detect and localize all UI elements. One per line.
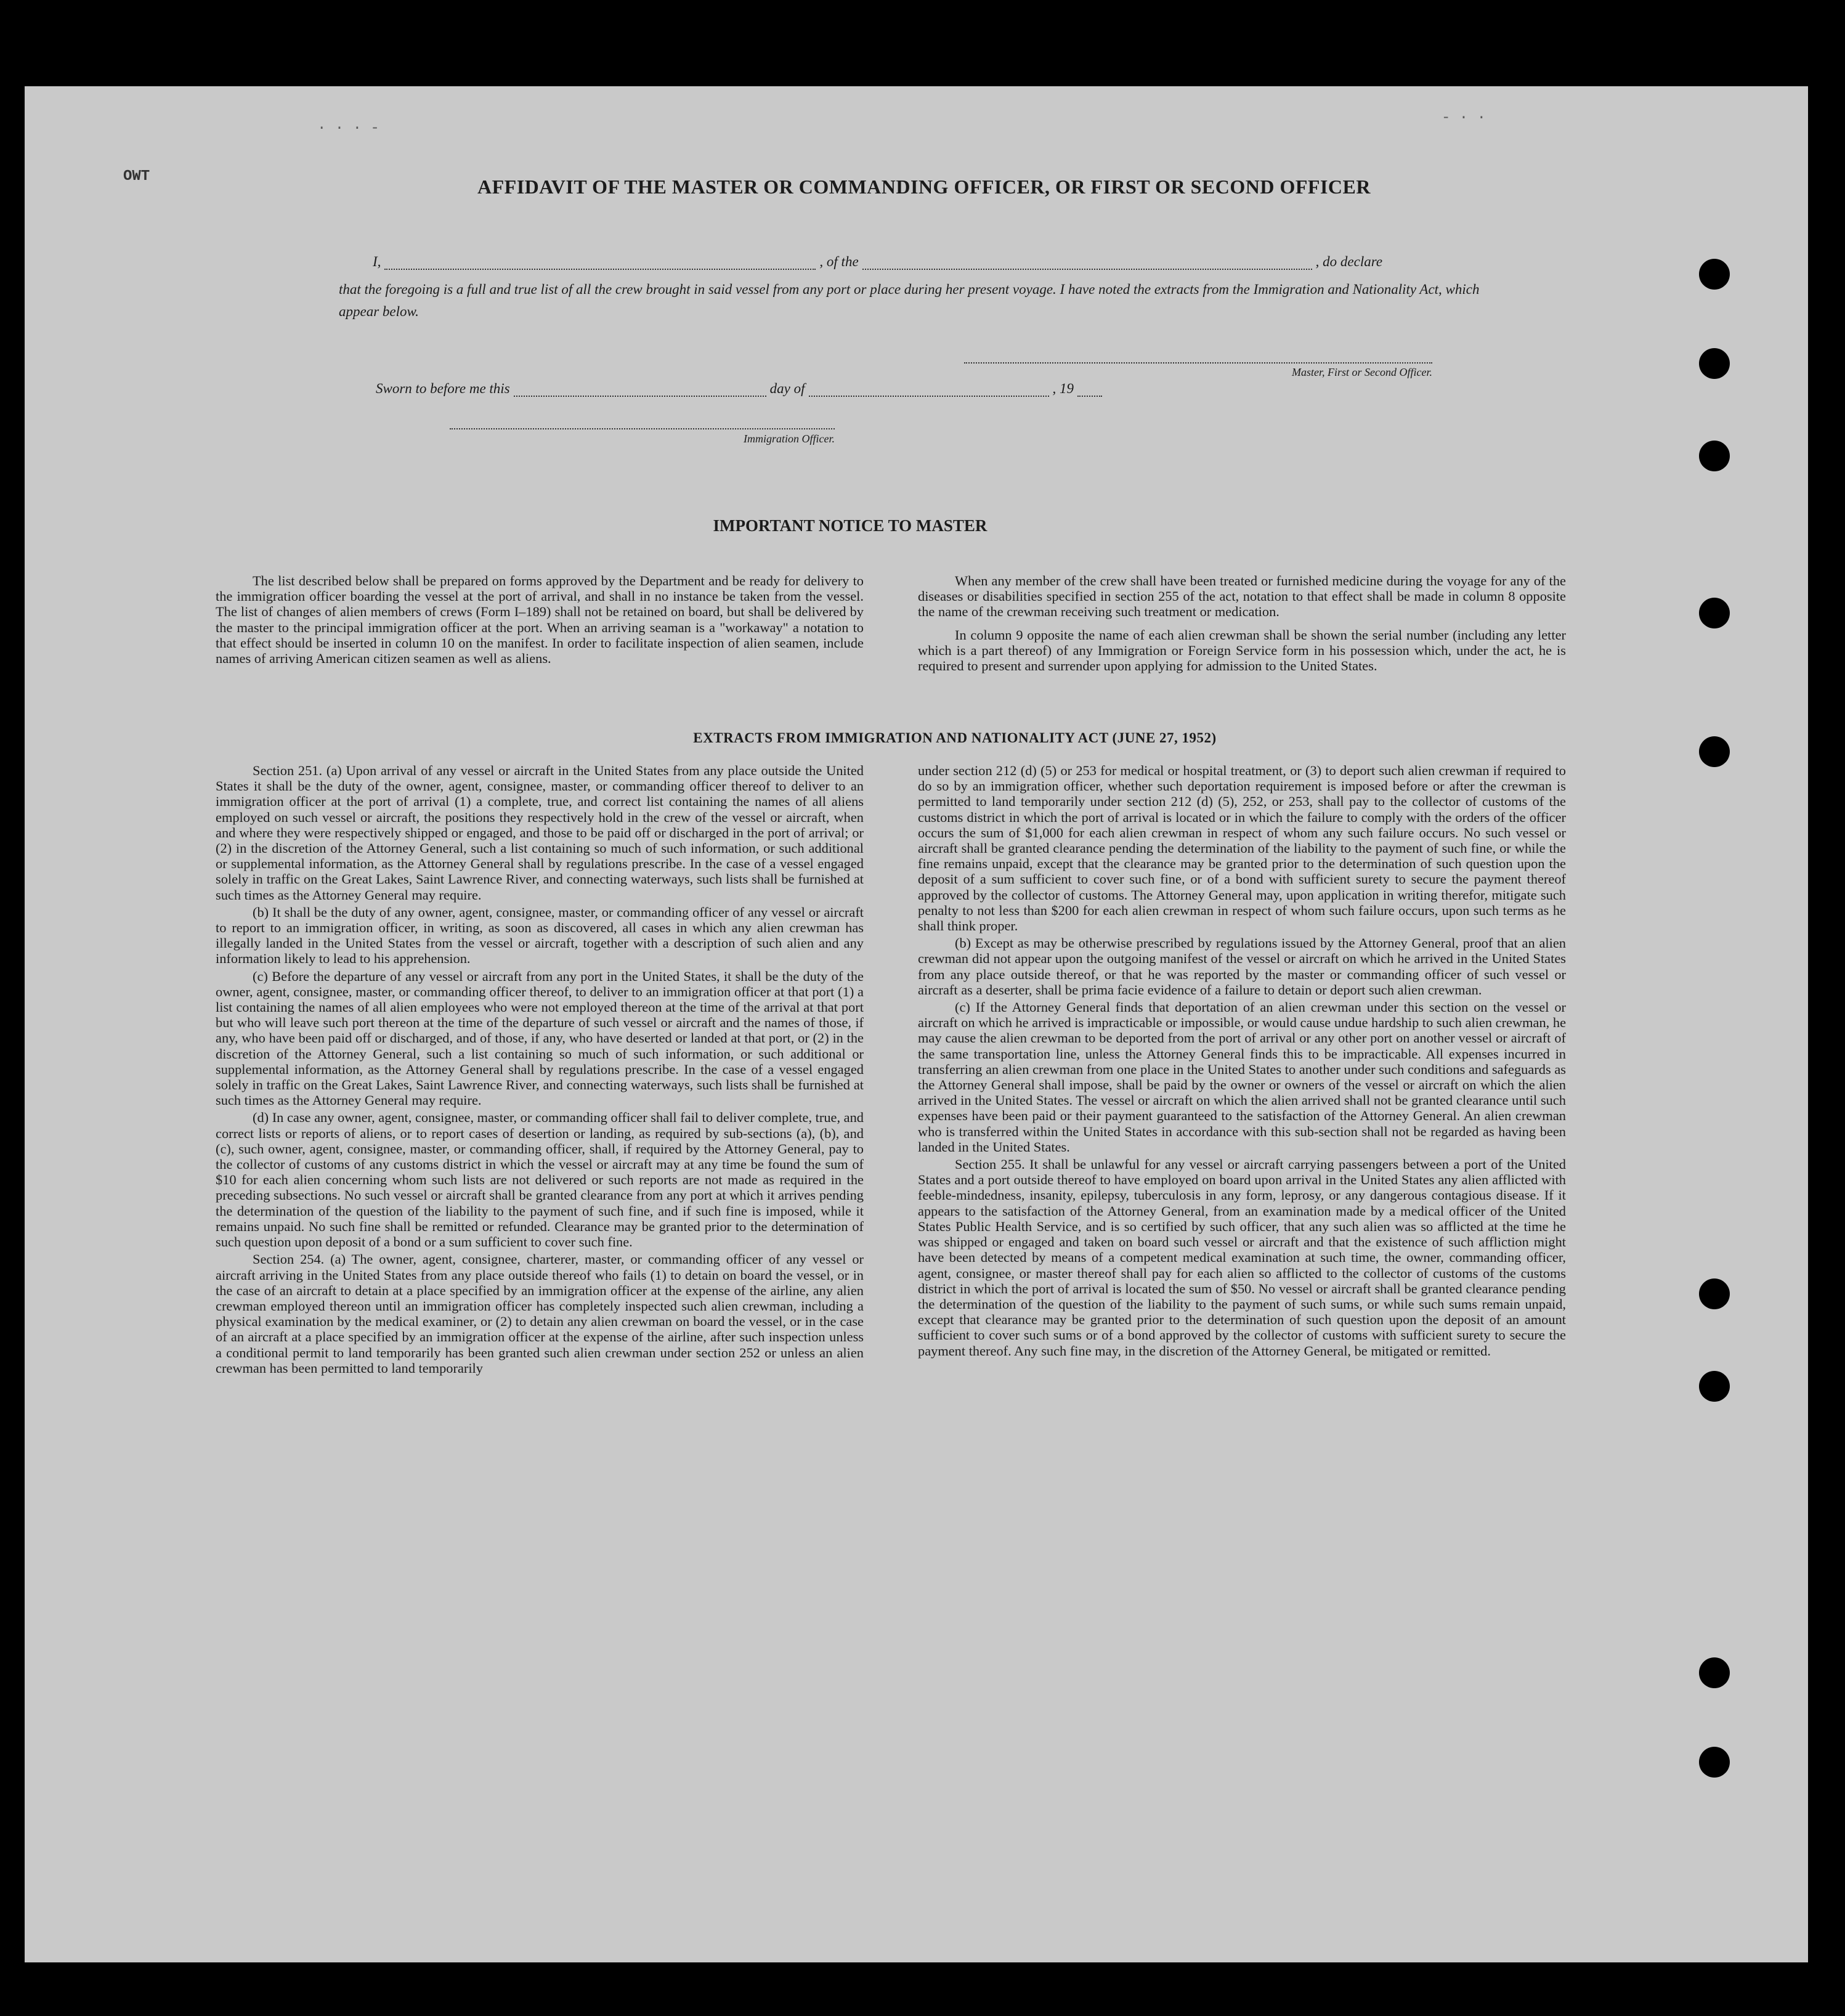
extracts-right-column <box>918 763 1566 1360</box>
master-label: Master, First or Second Officer. <box>1292 366 1432 378</box>
affidavit-page <box>25 86 1808 1962</box>
decl-do-declare: , do declare <box>1315 254 1383 269</box>
sworn-line <box>376 381 1546 397</box>
extract-paragraph: (b) Except as may be otherwise prescribed by regulations issued by the Attorney General, proof that an alien crewman did not appear upon the outgoing manifest of the vessel or aircraft on which he arrived in the United States from any place outside thereof, or that he was reported by the master or commanding officer of such vessel or aircraft as a deserter, shall be prima facie evidence of a failure to detain or deport such alien crewman. <box>918 935 1566 998</box>
binder-hole <box>1699 1371 1730 1402</box>
binder-hole <box>1699 598 1730 628</box>
notice-paragraph: The list described below shall be prepared on forms approved by the Department and be ready for delivery to the immigration officer boarding the vessel at the port of arrival, and shall in no instance be taken from the vessel. The list of changes of alien members of crews (Form I–189) shall not be retained on board, but shall be delivered by the master to the principal immigration officer at the port. When an arriving seaman is a "workaway" a notation to that effect should be inserted in column 10 on the manifest. In order to facilitate inspection of alien seamen, include names of arriving American citizen seamen as well as aliens. <box>216 573 864 667</box>
notice-paragraph: In column 9 opposite the name of each alien crewman shall be shown the serial number (including any letter which is a part thereof) of any Immigration or Foreign Service form in his possession which, under the act, he is required to present and surrender upon applying for admission to the United States. <box>918 627 1566 674</box>
decl-i: I, <box>373 254 381 269</box>
declaration-line <box>373 254 1475 270</box>
notice-right-column <box>918 573 1566 673</box>
decl-of-the: , of the <box>819 254 859 269</box>
extracts-left-column <box>216 763 864 1378</box>
extracts-title: EXTRACTS FROM IMMIGRATION AND NATIONALITY ACT (JUNE 27, 1952) <box>693 730 1217 746</box>
binder-hole <box>1699 1747 1730 1778</box>
declaration-text: that the foregoing is a full and true list of all the crew brought in said vessel from any port or place during her present voyage. I have noted the extracts from the Immigration and Nationality Act, which appear below. <box>339 282 1480 319</box>
binder-hole <box>1699 441 1730 471</box>
name-field[interactable] <box>384 258 816 270</box>
extract-paragraph: (b) It shall be the duty of any owner, agent, consignee, master, or commanding officer of any vessel or aircraft to report to an immigration officer, in writing, as soon as discovered, all cases in which any alien crewman has illegally landed in the United States from the vessel or aircraft, together with a description of such alien and any information likely to lead to his apprehension. <box>216 904 864 967</box>
year-prefix: , 19 <box>1052 381 1074 396</box>
affidavit-title: AFFIDAVIT OF THE MASTER OR COMMANDING OFFICER, OR FIRST OR SECOND OFFICER <box>477 176 1371 198</box>
binder-hole <box>1699 348 1730 379</box>
extract-paragraph: Section 254. (a) The owner, agent, consignee, charterer, master, or commanding officer of any vessel or aircraft arriving in the United States from any place outside thereof who fails (1) to detain on board the vessel, or in the case of an aircraft to detain at a place specified by an immigration officer at the expense of the airline, any alien crewman employed thereon until an immigration officer has completely inspected such alien crewman, including a physical examination by the medical examiner, or (2) to detain any alien crewman on board the vessel, or in the case of an aircraft at a place specified by an immigration officer at the expense of the airline, after such inspection unless a conditional permit to land temporarily has been granted such alien crewman under section 252 or unless an alien crewman has been permitted to land temporarily <box>216 1251 864 1376</box>
immigration-officer-label: Immigration Officer. <box>744 433 835 445</box>
extract-paragraph: Section 255. It shall be unlawful for any vessel or aircraft carrying passengers between a port of the United States and a port outside thereof to have employed on board upon arrival in the United States any alien afflicted with feeble-mindedness, insanity, epilepsy, tuberculosis in any form, leprosy, or any dangerous contagious disease. If it appears to the satisfaction of the Attorney General, from an examination made by a medical officer of the United States Public Health Service, and is so certified by such officer, that any such alien was so afflicted at the time he was shipped or engaged and taken on board such vessel or aircraft and that the existence of such affliction might have been detected by means of a competent medical examination at such time, the owner, commanding officer, agent, consignee, or master thereof shall pay for each alien so afflicted to the collector of customs of the customs district in which the port of arrival is located the sum of $50. No vessel or aircraft shall be granted clearance pending the determination of the question of the liability to the payment of such sums, or while such sums remain unpaid, except that clearance may be granted prior to the determination of such question upon the deposit of an amount sufficient to cover such sums or of a bond approved by the collector of customs with sufficient surety to secure the payment thereof. Any such fine may, in the discretion of the Attorney General, be mitigated or remitted. <box>918 1156 1566 1359</box>
extract-paragraph: Section 251. (a) Upon arrival of any vessel or aircraft in the United States from any place outside the United States it shall be the duty of the owner, agent, consignee, master, or commanding officer thereof to deliver to an immigration officer at the port of arrival (1) a complete, true, and correct list containing the names of all aliens employed on such vessel or aircraft, the positions they respectively hold in the crew of the vessel or aircraft, when and where they were respectively shipped or engaged, and those to be paid off or discharged in the port of arrival; or (2) in the discretion of the Attorney General, such a list containing so much of such information, or such additional or supplemental information, as the Attorney General shall by regulations prescribe. In the case of a vessel engaged solely in traffic on the Great Lakes, Saint Lawrence River, and connecting waterways, such lists shall be furnished at such times as the Attorney General may require. <box>216 763 864 903</box>
sworn-before: Sworn to before me this <box>376 381 510 396</box>
extract-paragraph: (c) If the Attorney General finds that deportation of an alien crewman under this section on the vessel or aircraft on which he arrived is impracticable or impossible, or would cause undue hardship to such alien crewman, he may cause the alien crewman to be deported from the port of arrival or any other port on another vessel or aircraft of the same transportation line, unless the Attorney General finds this to be impracticable. All expenses incurred in transferring an alien crewman from one place in the United States to another under such conditions and safeguards as the Attorney General shall impose, shall be paid by the owner or owners of the vessel or aircraft on which the alien arrived in the United States. The vessel or aircraft on which the alien arrived shall not be granted clearance until such expenses have been paid or their payment guaranteed to the satisfaction of the Attorney General. An alien crewman who is transferred within the United States in accordance with this sub-section shall not be regarded as having been landed in the United States. <box>918 999 1567 1155</box>
sworn-month-field[interactable] <box>809 384 1049 397</box>
immigration-officer-signature-line[interactable] <box>450 428 835 429</box>
master-signature-line[interactable] <box>964 362 1432 364</box>
binder-hole <box>1699 736 1730 767</box>
extract-paragraph: (c) Before the departure of any vessel or aircraft from any port in the United States, it shall be the duty of the owner, agent, consignee, master, or commanding officer thereof, to deliver to an immigration officer at that port (1) a list containing the names of all alien employees who were not employed thereon at the time of the arrival at that port but who will leave such port thereon at the time of the departure of such vessel or aircraft and the names of those, if any, who have been paid off or discharged, and of those, if any, who have deserted or landed at that port, or (2) in the discretion of the Attorney General, such a list containing so much of such information, or such additional or supplemental information, as the Attorney General shall by regulations prescribe. In the case of a vessel engaged solely in traffic on the Great Lakes, Saint Lawrence River, and connecting waterways, such lists shall be furnished at such times as the Attorney General may require. <box>216 968 864 1108</box>
notice-title: IMPORTANT NOTICE TO MASTER <box>713 516 987 535</box>
binder-hole <box>1699 1278 1730 1309</box>
vessel-field[interactable] <box>862 258 1312 270</box>
sworn-day-field[interactable] <box>514 384 766 397</box>
scan-mark: · · · - <box>317 120 379 137</box>
day-of: day of <box>769 381 805 396</box>
extract-paragraph: under section 212 (d) (5) or 253 for medical or hospital treatment, or (3) to deport such alien crewman if required to do so by an immigration officer, whether such deportation requirement is imposed before or after the crewman is permitted to land temporarily under section 212 (d) (5), 252, or 253, shall pay to the collector of customs of the customs district in which the port of arrival is located or in which the failure to comply with the orders of the officer occurs the sum of $1,000 for each alien crewman in respect of whom any such failure occurs. No such vessel or aircraft shall be granted clearance pending the determination of the liability to the payment of such fine, or while the fine remains unpaid, except that the clearance may be granted prior to the determination of such question upon the deposit of a sum sufficient to cover such fine, or of a bond with sufficient surety to secure the payment thereof approved by the collector of customs. The Attorney General may, upon application in writing therefor, mitigate such penalty to not less than $200 for each alien crewman in respect of whom such failure occurs, upon such terms as he shall think proper. <box>918 763 1566 934</box>
notice-paragraph: When any member of the crew shall have been treated or furnished medicine during the voyage for any of the diseases or disabilities specified in section 255 of the act, notation to that effect shall be made in column 8 opposite the name of the crewman receiving such treatment or medication. <box>918 573 1566 620</box>
binder-hole <box>1699 1657 1730 1688</box>
extract-paragraph: (d) In case any owner, agent, consignee, master, or commanding officer shall fail to deliver complete, true, and correct lists or reports of aliens, or to report cases of desertion or landing, as required by sub-sections (a), (b), and (c), such owner, agent, consignee, master, or commanding officer, shall, if required by the Attorney General, pay to the collector of customs of any customs district in which the vessel or aircraft may at any time be found the sum of $10 for each alien concerning whom such lists are not delivered or such reports are not made as required in the preceding subsections. No such vessel or aircraft shall be granted clearance from any port at which it arrives pending the determination of the question of the liability to the payment of such fine, and if such fine is imposed, while it remains unpaid. No such fine shall be remitted or refunded. Clearance may be granted prior to the determination of such question upon deposit of a bond or a sum sufficient to cover such fine. <box>216 1110 864 1250</box>
corner-mark: OWT <box>123 168 150 185</box>
notice-left-column <box>216 573 864 666</box>
scan-mark: - · · <box>1442 110 1486 126</box>
binder-hole <box>1699 259 1730 290</box>
sworn-year-field[interactable] <box>1077 384 1102 397</box>
